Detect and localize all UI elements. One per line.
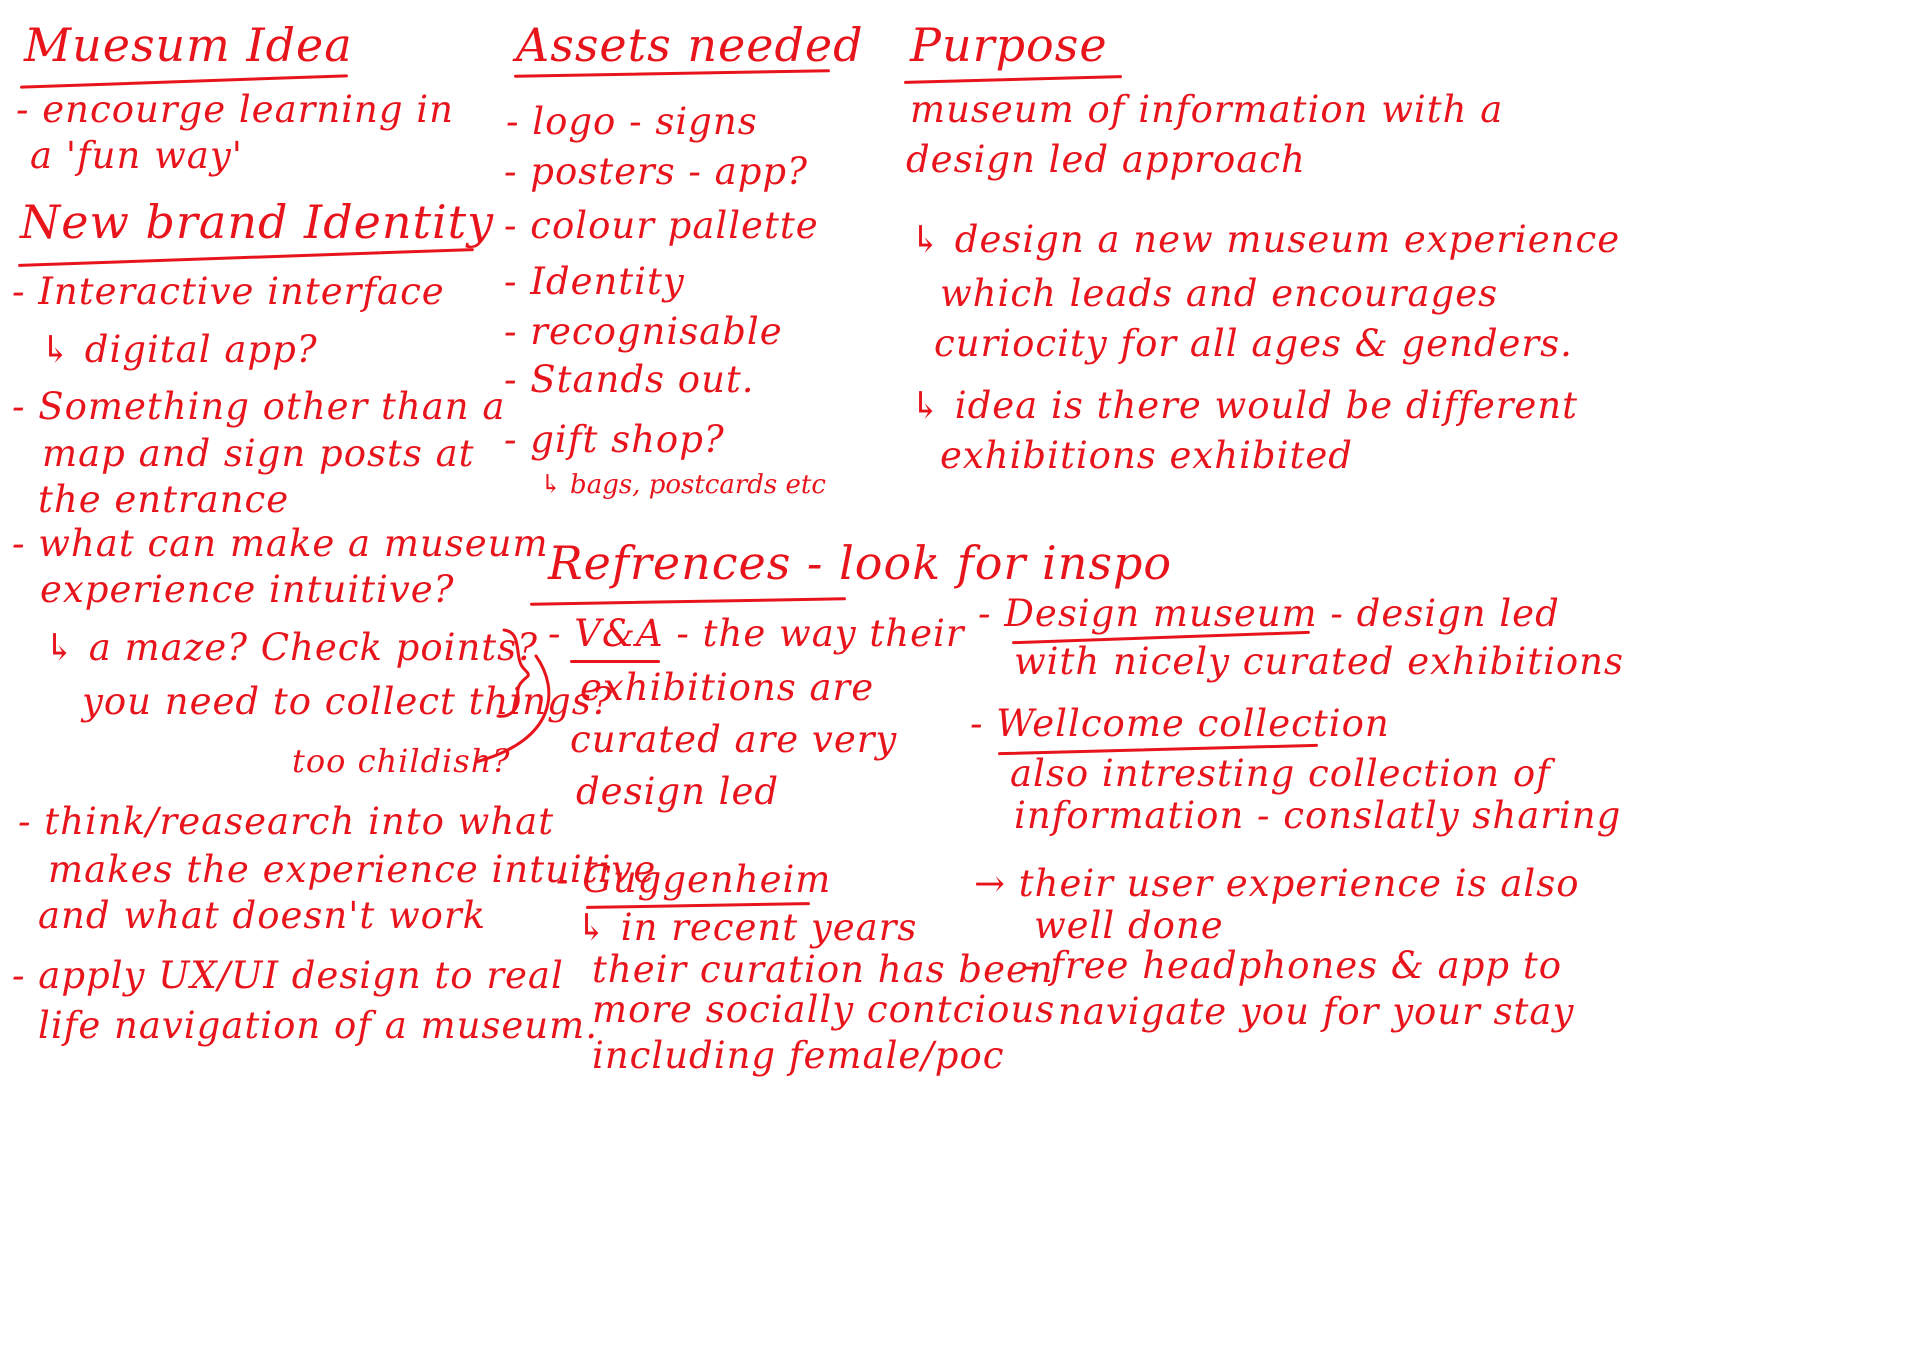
brand-identity-underline	[18, 248, 474, 267]
brand-identity-line: you need to collect things?	[82, 680, 613, 723]
wellcome-line: also intresting collection of	[1010, 752, 1551, 795]
brand-identity-line: - what can make a museum	[12, 522, 549, 565]
v-and-a-underline	[570, 660, 660, 663]
references-underline	[530, 597, 846, 606]
museum-idea-underline	[20, 74, 348, 88]
brand-identity-heading: New brand Identity	[20, 195, 495, 249]
purpose-line: which leads and encourages	[940, 272, 1499, 315]
ux-note-line: - free headphones & app to	[1024, 944, 1562, 987]
brand-identity-line: map and sign posts at	[42, 432, 475, 475]
purpose-line: ↳ design a new museum experience	[910, 218, 1621, 261]
v-and-a-line: exhibitions are	[580, 666, 875, 709]
brand-identity-line: and what doesn't work	[38, 894, 487, 937]
brand-identity-line: ↳ digital app?	[40, 328, 318, 371]
purpose-line: curiocity for all ages & genders.	[934, 322, 1573, 365]
assets-heading: Assets needed	[516, 18, 864, 72]
brand-identity-line: - apply UX/UI design to real	[12, 954, 564, 997]
assets-line: - logo - signs	[506, 100, 758, 143]
purpose-line: museum of information with a	[910, 88, 1504, 131]
assets-line: - gift shop?	[504, 418, 725, 461]
v-and-a-line: - V&A - the way their	[548, 612, 965, 655]
purpose-heading: Purpose	[910, 18, 1108, 72]
purpose-line: exhibitions exhibited	[940, 434, 1353, 477]
brand-identity-line: the entrance	[38, 478, 290, 521]
assets-line: - Identity	[504, 260, 685, 303]
assets-line: ↳ bags, postcards etc	[540, 470, 826, 500]
v-and-a-line: curated are very	[570, 718, 898, 761]
ux-note-line: → their user experience is also	[974, 862, 1580, 905]
brand-identity-line: too childish?	[292, 742, 511, 780]
ux-note-line: navigate you for your stay	[1058, 990, 1575, 1033]
guggenheim-line: - Guggenheim	[556, 858, 832, 901]
assets-line: - colour pallette	[504, 204, 819, 247]
brand-identity-line: ↳ a maze? Check points?	[44, 626, 538, 669]
purpose-underline	[904, 75, 1122, 84]
purpose-line: ↳ idea is there would be different	[910, 384, 1579, 427]
design-museum-line: - Design museum - design led	[978, 592, 1560, 635]
brand-identity-line: - Something other than a	[12, 385, 506, 428]
museum-idea-line: - encourge learning in	[16, 88, 454, 131]
museum-idea-heading: Muesum Idea	[24, 18, 353, 72]
guggenheim-line: including female/poc	[592, 1034, 1005, 1077]
brand-identity-line: - think/reasearch into what	[18, 800, 555, 843]
guggenheim-line: their curation has been	[592, 948, 1054, 991]
brand-identity-line: makes the experience intuitive	[48, 848, 657, 891]
brand-identity-line: - Interactive interface	[12, 270, 445, 313]
wellcome-line: information - conslatly sharing	[1014, 794, 1622, 837]
references-heading: Refrences - look for inspo	[548, 536, 1173, 590]
brand-identity-line: experience intuitive?	[40, 568, 455, 611]
v-and-a-line: design led	[576, 770, 780, 813]
wellcome-line: - Wellcome collection	[970, 702, 1390, 745]
design-museum-line: with nicely curated exhibitions	[1014, 640, 1624, 683]
guggenheim-line: ↳ in recent years	[576, 906, 918, 949]
guggenheim-line: more socially contcious	[592, 988, 1056, 1031]
museum-idea-line: a 'fun way'	[30, 134, 243, 177]
ux-note-line: well done	[1034, 904, 1224, 947]
assets-line: - Stands out.	[504, 358, 755, 401]
assets-line: - posters - app?	[504, 150, 808, 193]
assets-line: - recognisable	[504, 310, 783, 353]
brand-identity-line: life navigation of a museum.	[38, 1004, 598, 1047]
purpose-line: design led approach	[906, 138, 1306, 181]
